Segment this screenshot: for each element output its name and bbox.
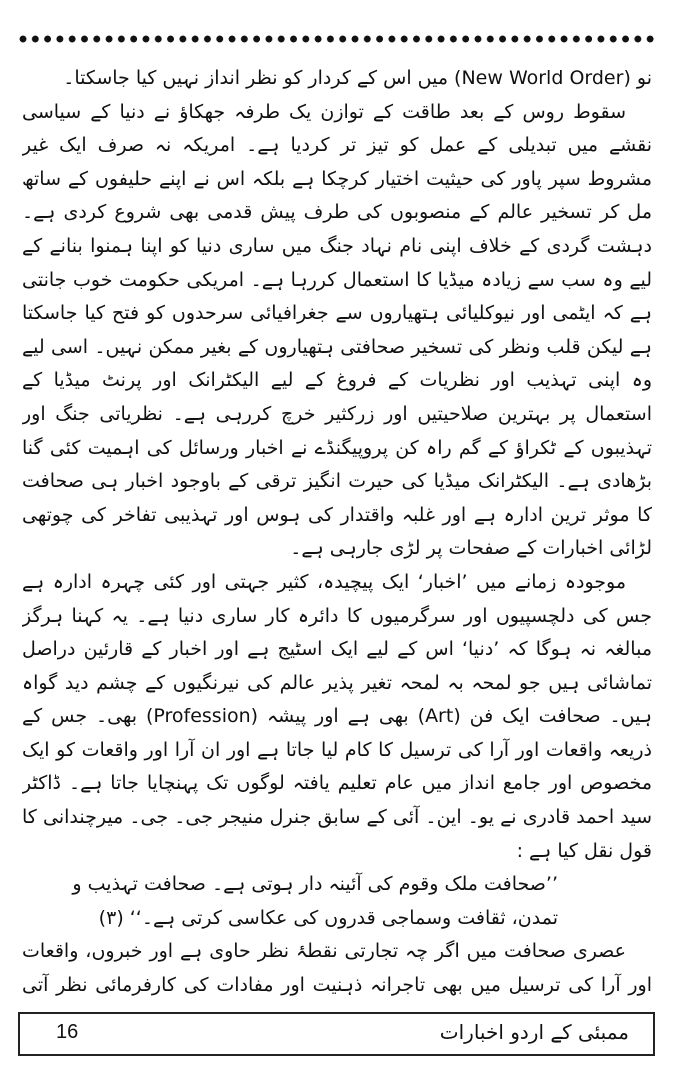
page-body bbox=[22, 62, 652, 1002]
page-number: 16 bbox=[56, 1021, 79, 1043]
paragraph-3: موجودہ زمانے میں ’اخبار‘ ایک پیچیدہ، کثیر جہتی اور کئی چہرہ ادارہ ہے جس کی دلچسپیوں اور سرگرمیوں کا دائرہ کار ساری دنیا ہے۔ یہ کہنا ہرگز مبالغہ نہ ہوگا کہ ’دنیا‘ اس کے لیے ایک اسٹیج ہے اور اخبار کے قارئین دراصل تماشائی ہیں جو لمحہ بہ لمحہ تغیر پذیر عالم کی نیرنگیوں کے چشم دید گواہ ہیں۔ صحافت ایک فن (Art) بھی ہے اور پیشہ (Profession) بھی۔ جس کے ذریعہ واقعات اور آرا کی ترسیل کا کام لیا جاتا ہے اور ان آرا اور واقعات کو ایک مخصوص اور جامع انداز میں عام تعلیم یافتہ لوگوں تک پہنچایا جاتا ہے۔ ڈاکٹر سید احمد قادری نے یو۔ این۔ آئی کے سابق جنرل منیجر جی۔ جی۔ میرچندانی کا قول نقل کیا ہے : bbox=[22, 570, 652, 862]
quote-line-1: ’’صحافت ملک وقوم کی آئینہ دار ہوتی ہے۔ صحافت تہذیب و bbox=[72, 873, 558, 896]
dotted-rule bbox=[18, 34, 656, 44]
book-title: ممبئی کے اردو اخبارات bbox=[439, 1020, 629, 1044]
paragraph-1: نو (New World Order) میں اس کے کردار کو نظر انداز نہیں کیا جاسکتا۔ bbox=[63, 67, 652, 89]
paragraph-2: سقوط روس کے بعد طاقت کے توازن یک طرفہ جھکاؤ نے دنیا کے سیاسی نقشے میں تبدیلی کے عمل کو تیز تر کردیا ہے۔ امریکہ نہ صرف ایک غیر مشروط سپر پاور کی حیثیت اختیار کرچکا ہے بلکہ اس نے اپنے حلیفوں کے ساتھ مل کر تسخیر عالم کے منصوبوں کی طرف پیش قدمی بھی شروع کردی ہے۔ دہشت گردی کے خلاف اپنی نام نہاد جنگ میں ساری دنیا کو اپنا ہمنوا بنانے کے لیے وہ سب سے زیادہ میڈیا کا استعمال کررہا ہے۔ امریکی حکومت خوب جانتی ہے کہ ایٹمی اور نیوکلیائی ہتھیاروں سے جغرافیائی سرحدوں کو فتح کیا جاسکتا ہے لیکن قلب ونظر کی تسخیر صحافتی ہتھیاروں کے بغیر ممکن نہیں۔ اسی لیے وہ اپنی تہذیب اور نظریات کے فروغ کے لیے الیکٹرانک اور پرنٹ میڈیا کے استعمال پر بہترین صلاحیتیں اور زرکثیر خرچ کررہی ہے۔ نظریاتی جنگ اور تہذیبوں کے ٹکراؤ کے گم راہ کن پروپیگنڈے نے اخبار ورسائل کی اہمیت کئی گنا بڑھادی ہے۔ الیکٹرانک میڈیا کی حیرت انگیز ترقی کے باوجود اخبار ہی صحافت کا موثر ترین ادارہ ہے اور غلبہ واقتدار کی ہوس اور تہذیبی تفاخر کی چوتھی لڑائی اخبارات کے صفحات پر لڑی جارہی ہے۔ bbox=[22, 100, 652, 560]
quote-line-2: تمدن، ثقافت وسماجی قدروں کی عکاسی کرتی ہے۔‘‘ (۳) bbox=[98, 906, 558, 929]
page-footer bbox=[18, 1012, 655, 1056]
paragraph-4: عصری صحافت میں اگر چہ تجارتی نقطۂ نظر حاوی ہے اور خبروں، واقعات اور آرا کی ترسیل میں بھی تاجرانہ ذہنیت اور مفادات کی کارفرمائی نظر آتی bbox=[22, 940, 652, 997]
